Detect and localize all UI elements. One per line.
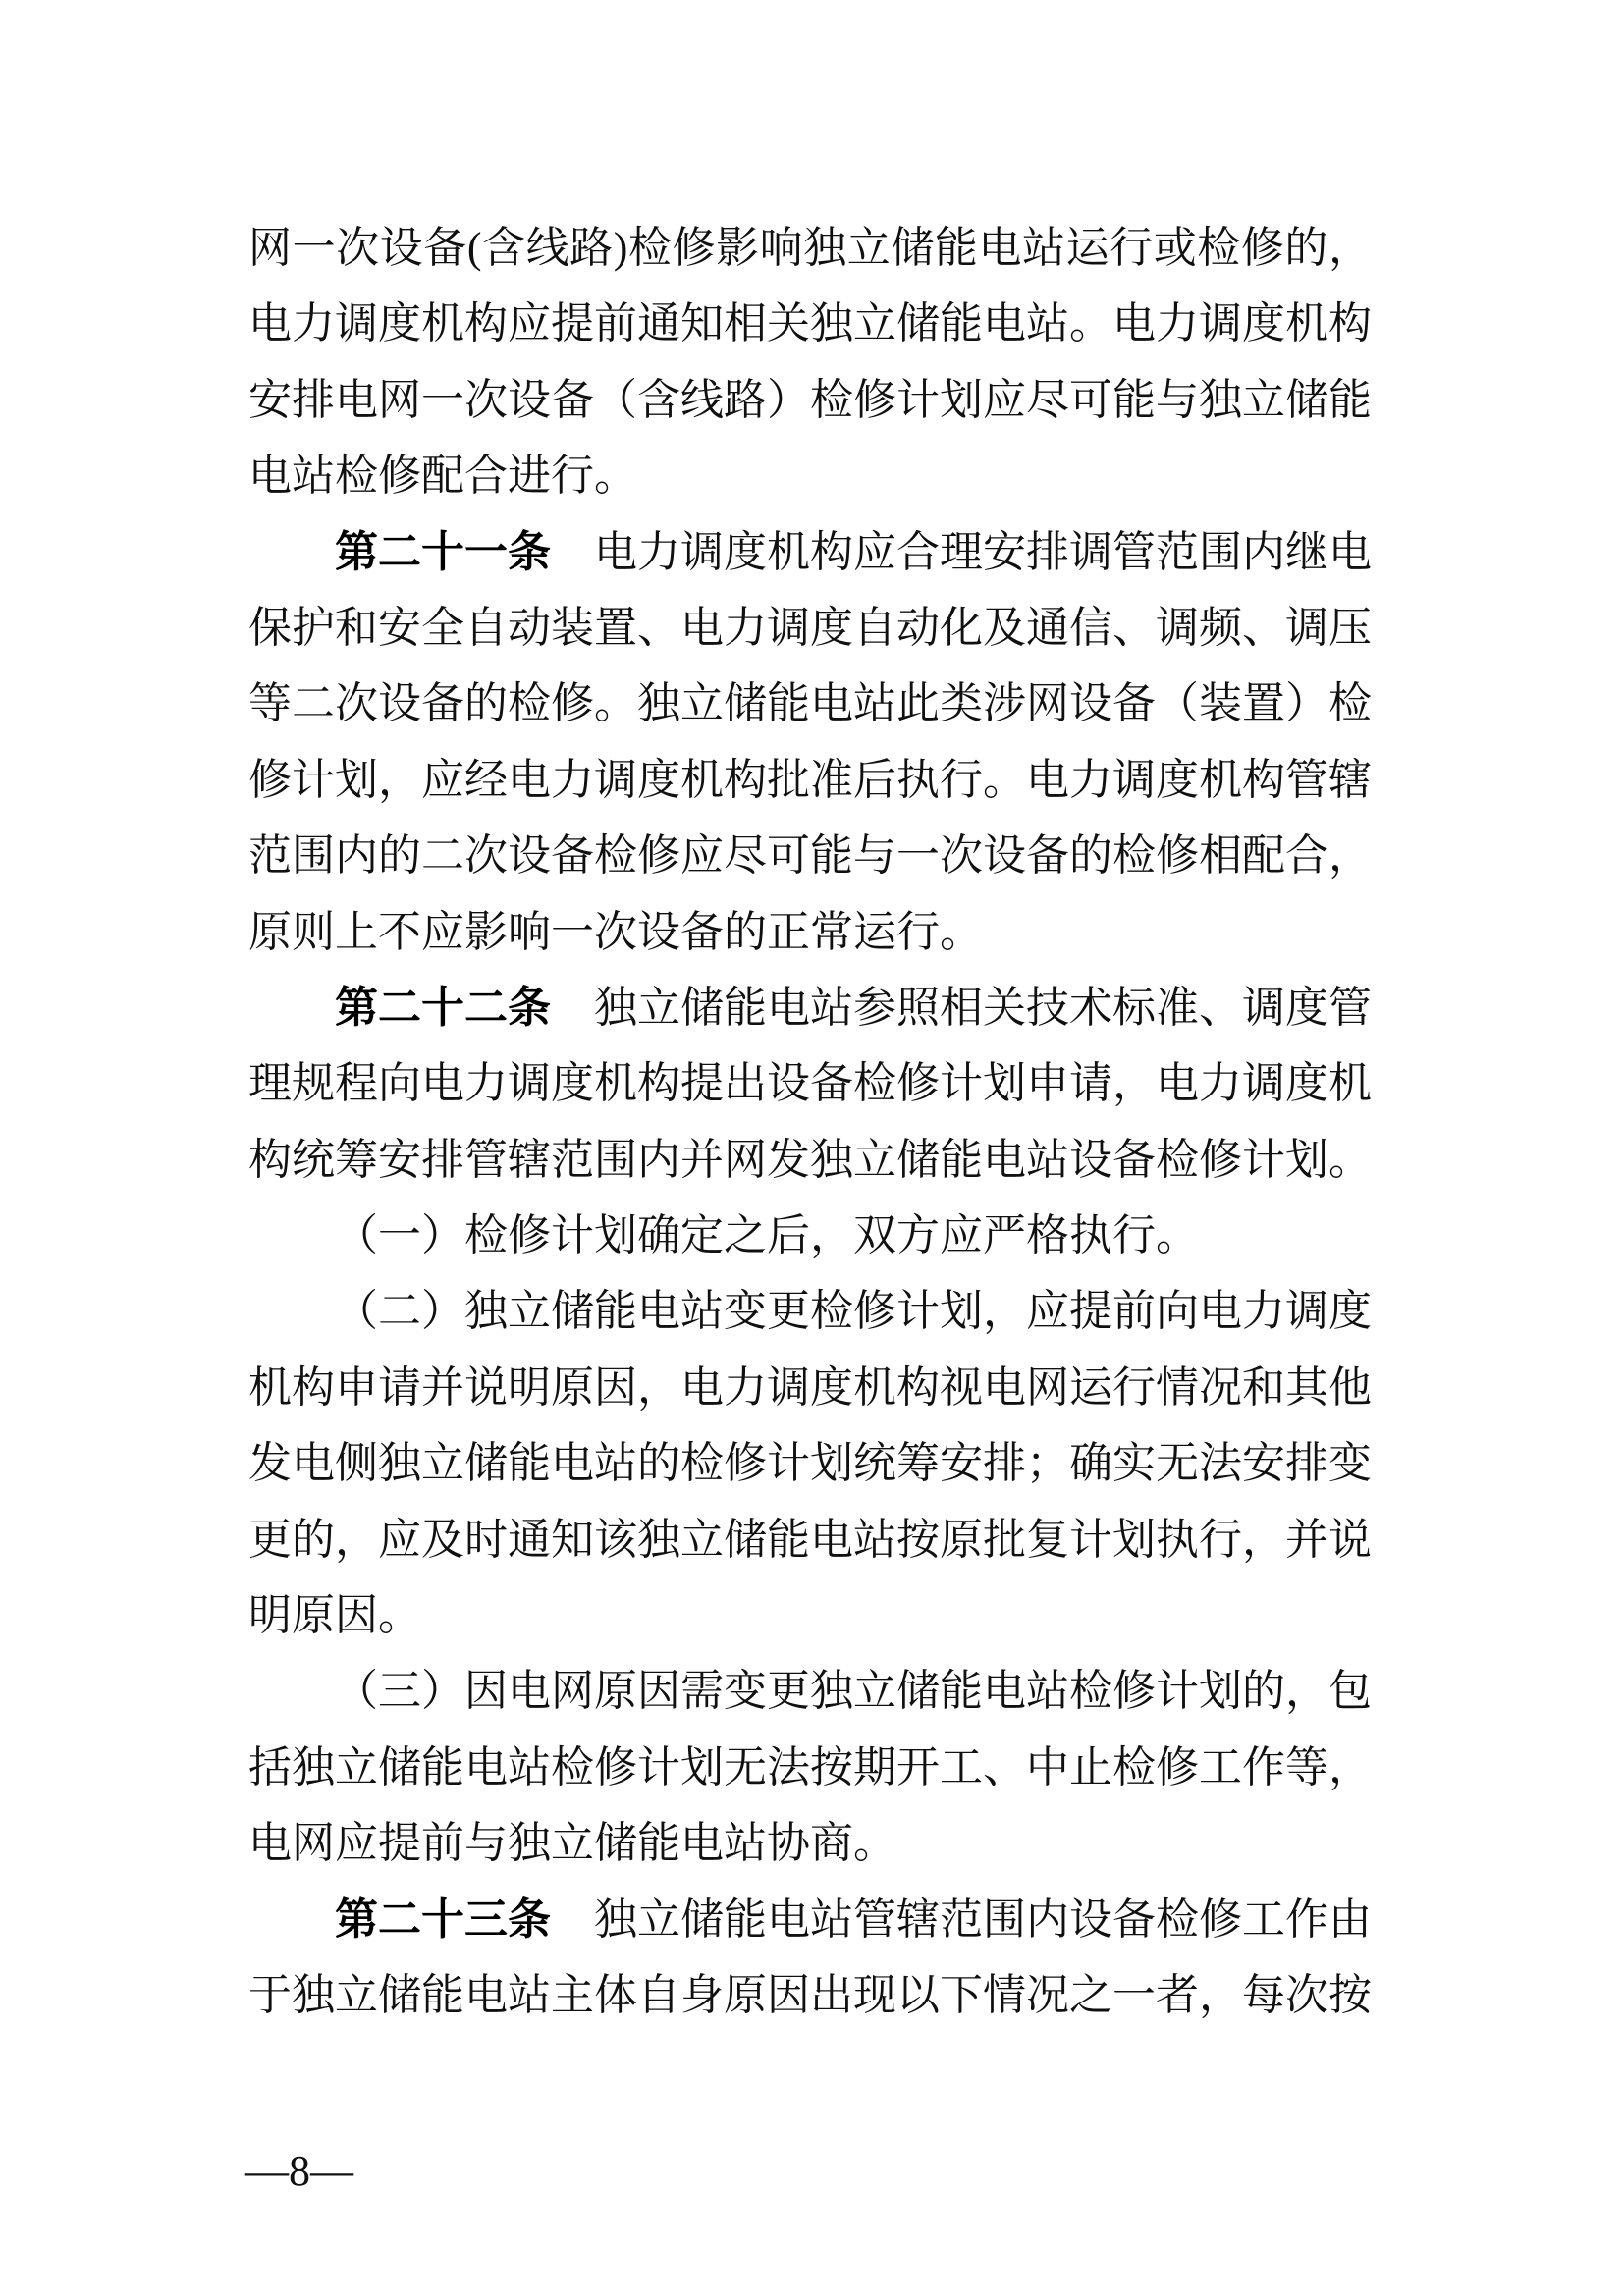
paragraph-clause-3: [248, 1653, 1372, 1881]
text-line: 于独立储能电站主体自身原因出现以下情况之一者，每次按: [248, 1970, 1372, 2019]
text-line: 保护和安全自动装置、电力调度自动化及通信、调频、调压: [248, 603, 1372, 652]
article-21-number: 第二十一条: [335, 527, 551, 576]
text-line: [248, 1882, 1372, 1957]
paragraph-clause-1: [248, 1198, 1372, 1273]
text-line: 网一次设备(含线路)检修影响独立储能电站运行或检修的，: [248, 224, 1372, 272]
text-block: [248, 210, 1372, 2033]
paragraph-article-21: [248, 514, 1372, 970]
text-line: 发电侧独立储能电站的检修计划统筹安排；确实无法安排变: [248, 1439, 1372, 1488]
article-23-number: 第二十三条: [335, 1895, 551, 1944]
article-22-first-line: 独立储能电站参照相关技术标准、调度管: [594, 983, 1372, 1032]
text-line: 范围内的二次设备检修应尽可能与一次设备的检修相配合，: [248, 831, 1372, 881]
text-line: 明原因。: [248, 1591, 421, 1640]
text-line: [248, 514, 1372, 590]
text-line: （二）独立储能电站变更检修计划，应提前向电力调度: [335, 1287, 1372, 1336]
text-line: 电力调度机构应提前通知相关独立储能电站。电力调度机构: [248, 299, 1372, 348]
paragraph-continuation: [248, 210, 1372, 514]
text-line: 修计划，应经电力调度机构批准后执行。电力调度机构管辖: [248, 755, 1372, 804]
text-line: （三）因电网原因需变更独立储能电站检修计划的，包: [335, 1667, 1372, 1716]
text-line: 电站检修配合进行。: [248, 452, 637, 501]
text-line: （一）检修计划确定之后，双方应严格执行。: [335, 1211, 1199, 1260]
paragraph-article-23: [248, 1882, 1372, 2034]
text-line: 原则上不应影响一次设备的正常运行。: [248, 907, 983, 956]
text-line: 理规程向电力调度机构提出设备检修计划申请，电力调度机: [248, 1059, 1372, 1108]
text-line: 机构申请并说明原因，电力调度机构视电网运行情况和其他: [248, 1362, 1372, 1412]
text-line: [248, 970, 1372, 1045]
text-line: 等二次设备的检修。独立储能电站此类涉网设备（装置）检: [248, 679, 1372, 728]
paragraph-clause-2: [248, 1273, 1372, 1653]
article-22-number: 第二十二条: [335, 983, 551, 1032]
text-line: 更的，应及时通知该独立储能电站按原批复计划执行，并说: [248, 1515, 1372, 1564]
article-21-first-line: 电力调度机构应合理安排调管范围内继电: [594, 527, 1372, 576]
text-line: 电网应提前与独立储能电站协商。: [248, 1819, 896, 1868]
text-line: 括独立储能电站检修计划无法按期开工、中止检修工作等，: [248, 1742, 1372, 1791]
article-23-first-line: 独立储能电站管辖范围内设备检修工作由: [594, 1895, 1372, 1944]
page-number: —8—: [245, 2147, 353, 2195]
text-line: 安排电网一次设备（含线路）检修计划应尽可能与独立储能: [248, 375, 1372, 424]
text-line: 构统筹安排管辖范围内并网发独立储能电站设备检修计划。: [248, 1135, 1372, 1184]
paragraph-article-22: [248, 970, 1372, 1198]
